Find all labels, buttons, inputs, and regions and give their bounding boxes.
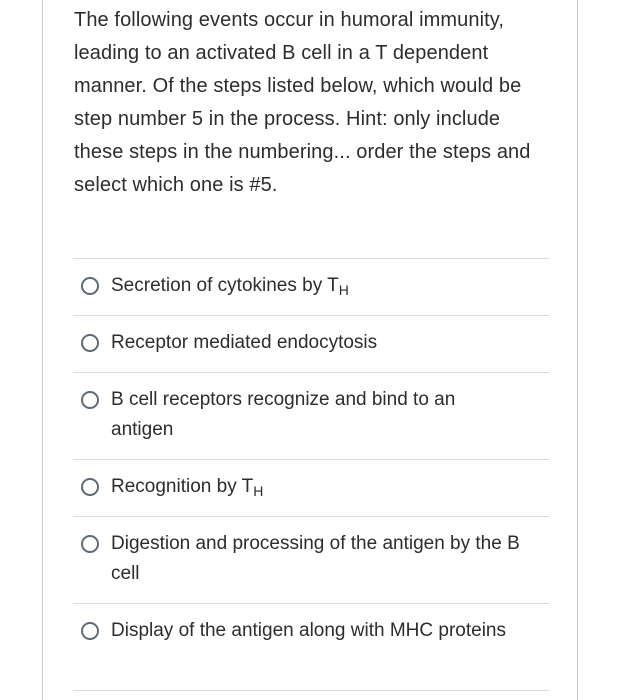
radio-button-icon[interactable]	[81, 277, 99, 295]
answer-option-label	[111, 385, 521, 445]
question-text: The following events occur in humoral immunity, leading to an activated B cell in a T dependent manner. Of the steps listed below, which would be step number 5 in the process. Hint: only include these steps in the numbering... order the steps and select which one is #5.	[74, 9, 531, 196]
radio-button-icon[interactable]	[81, 478, 99, 496]
answer-option-5[interactable]	[73, 517, 549, 604]
option-text: Receptor mediated endocytosis	[111, 332, 378, 353]
answer-option-6[interactable]	[73, 604, 549, 691]
radio-button-icon[interactable]	[81, 391, 99, 409]
answer-option-2[interactable]	[73, 316, 549, 373]
option-subscript: H	[253, 483, 264, 499]
question-card	[42, 0, 578, 700]
radio-button-icon[interactable]	[81, 334, 99, 352]
answer-option-3[interactable]	[73, 373, 549, 460]
answer-option-label	[111, 328, 377, 358]
radio-button-icon[interactable]	[81, 535, 99, 553]
answer-option-label	[111, 529, 521, 589]
option-text: Display of the antigen along with MHC proteins	[111, 620, 506, 641]
radio-button-icon[interactable]	[81, 622, 99, 640]
option-text: B cell receptors recognize and bind to an antigen	[111, 389, 456, 440]
answer-option-1[interactable]	[73, 259, 549, 316]
answer-option-label	[111, 616, 506, 646]
answer-option-label	[111, 271, 349, 301]
option-text: Digestion and processing of the antigen by the B cell	[111, 533, 520, 584]
option-text: Recognition by T	[111, 476, 254, 497]
option-subscript: H	[338, 282, 349, 298]
answer-option-4[interactable]	[73, 460, 549, 517]
answer-option-label	[111, 472, 263, 502]
answer-options-list	[73, 258, 549, 691]
option-text: Secretion of cytokines by T	[111, 275, 339, 296]
